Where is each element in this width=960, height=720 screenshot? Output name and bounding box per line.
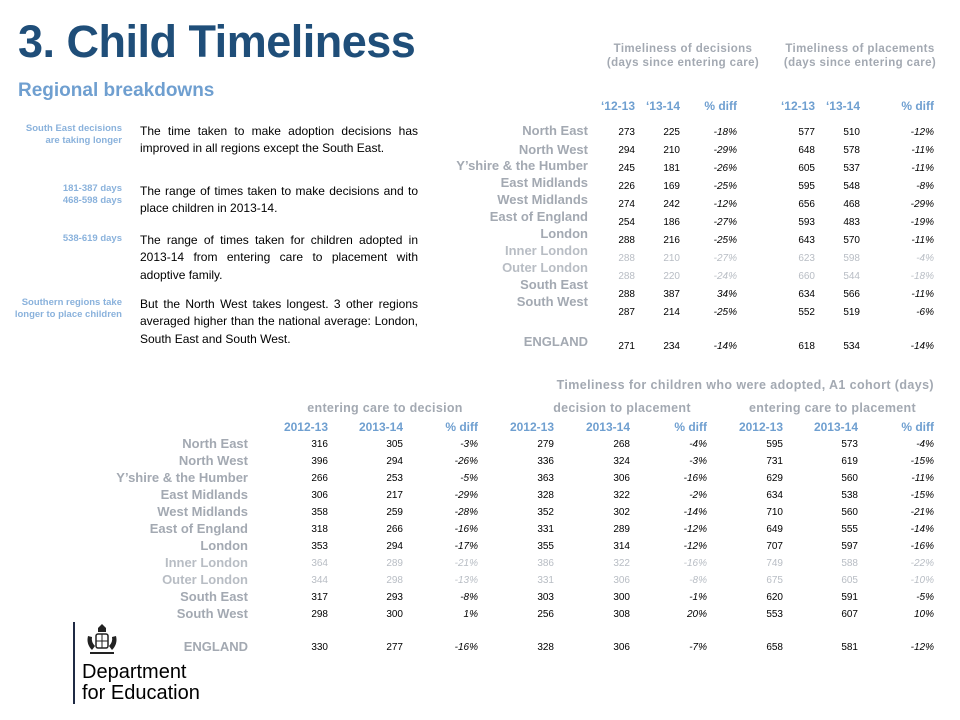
value-cell: 214 bbox=[663, 307, 680, 318]
value-cell: 186 bbox=[663, 217, 680, 228]
table-row bbox=[0, 454, 960, 470]
value-cell: 314 bbox=[613, 541, 630, 552]
value-cell: 468 bbox=[843, 199, 860, 210]
note-text: But the North West takes longest. 3 other regions averaged higher than the national average: London, South East and South West. bbox=[140, 297, 418, 346]
region-name: North East bbox=[182, 436, 248, 451]
pct-diff-cell: 20% bbox=[686, 609, 707, 620]
region-name: West Midlands bbox=[497, 192, 588, 207]
value-cell: 605 bbox=[841, 575, 858, 586]
pct-diff-cell: -15% bbox=[910, 490, 934, 501]
pct-diff-cell: -18% bbox=[910, 271, 934, 282]
lower-column-header: % diff bbox=[901, 420, 934, 434]
pct-diff-cell: -11% bbox=[911, 163, 934, 174]
value-cell: 216 bbox=[663, 235, 680, 246]
value-cell: 548 bbox=[843, 181, 860, 192]
table-row bbox=[0, 640, 960, 656]
pct-diff-cell: -19% bbox=[910, 217, 934, 228]
value-cell: 538 bbox=[841, 490, 858, 501]
value-cell: 591 bbox=[841, 592, 858, 603]
lower-group-header: decision to placement bbox=[553, 401, 691, 415]
value-cell: 210 bbox=[663, 145, 680, 156]
pct-diff-cell: -4% bbox=[916, 253, 934, 264]
value-cell: 302 bbox=[613, 507, 630, 518]
value-cell: 710 bbox=[766, 507, 783, 518]
pct-diff-cell: -3% bbox=[460, 439, 478, 450]
pct-diff-cell: 10% bbox=[913, 609, 934, 620]
value-cell: 510 bbox=[843, 127, 860, 138]
value-cell: 707 bbox=[766, 541, 783, 552]
pct-diff-cell: -15% bbox=[910, 456, 934, 467]
pct-diff-cell: -1% bbox=[689, 592, 707, 603]
upper-column-header: ‘12-13 bbox=[600, 99, 635, 113]
value-cell: 256 bbox=[537, 609, 554, 620]
value-cell: 629 bbox=[766, 473, 783, 484]
pct-diff-cell: 1% bbox=[463, 609, 478, 620]
lower-column-header: 2013-14 bbox=[813, 420, 858, 434]
value-cell: 544 bbox=[843, 271, 860, 282]
lower-column-header: 2012-13 bbox=[738, 420, 783, 434]
table-row bbox=[0, 471, 960, 487]
pct-diff-cell: 34% bbox=[716, 289, 737, 300]
pct-diff-cell: -11% bbox=[911, 235, 934, 246]
value-cell: 279 bbox=[537, 439, 554, 450]
pct-diff-cell: -4% bbox=[916, 439, 934, 450]
region-name: East of England bbox=[489, 209, 588, 224]
side-note: 181-387 days 468-598 days bbox=[62, 183, 122, 207]
region-name: Outer London bbox=[162, 572, 248, 587]
value-cell: 519 bbox=[843, 307, 860, 318]
lower-column-header: 2013-14 bbox=[585, 420, 630, 434]
value-cell: 555 bbox=[841, 524, 858, 535]
upper-column-header: ‘12-13 bbox=[780, 99, 815, 113]
table-row bbox=[0, 590, 960, 606]
pct-diff-cell: -29% bbox=[713, 145, 737, 156]
value-cell: 593 bbox=[798, 217, 815, 228]
table-row bbox=[0, 607, 960, 623]
value-cell: 245 bbox=[618, 163, 635, 174]
value-cell: 288 bbox=[618, 289, 635, 300]
value-cell: 598 bbox=[843, 253, 860, 264]
value-cell: 287 bbox=[618, 307, 635, 318]
region-name: East of England bbox=[149, 521, 248, 536]
pct-diff-cell: -14% bbox=[713, 341, 737, 352]
pct-diff-cell: -28% bbox=[454, 507, 478, 518]
pct-diff-cell: -16% bbox=[454, 642, 478, 653]
value-cell: 553 bbox=[766, 609, 783, 620]
pct-diff-cell: -27% bbox=[713, 217, 737, 228]
lower-group-header: entering care to placement bbox=[749, 401, 916, 415]
value-cell: 316 bbox=[311, 439, 328, 450]
value-cell: 225 bbox=[663, 127, 680, 138]
region-name: North West bbox=[518, 142, 588, 157]
value-cell: 308 bbox=[613, 609, 630, 620]
value-cell: 331 bbox=[537, 524, 554, 535]
table-row bbox=[0, 539, 960, 555]
logo-line-1: Department bbox=[82, 661, 187, 683]
value-cell: 634 bbox=[766, 490, 783, 501]
pct-diff-cell: -8% bbox=[460, 592, 478, 603]
pct-diff-cell: -12% bbox=[713, 199, 737, 210]
value-cell: 293 bbox=[386, 592, 403, 603]
value-cell: 364 bbox=[311, 558, 328, 569]
logo-divider bbox=[73, 622, 75, 704]
pct-diff-cell: -17% bbox=[454, 541, 478, 552]
value-cell: 317 bbox=[311, 592, 328, 603]
value-cell: 234 bbox=[663, 341, 680, 352]
value-cell: 300 bbox=[386, 609, 403, 620]
pct-diff-cell: -11% bbox=[911, 473, 934, 484]
pct-diff-cell: -26% bbox=[713, 163, 737, 174]
value-cell: 288 bbox=[618, 253, 635, 264]
region-name: West Midlands bbox=[157, 504, 248, 519]
pct-diff-cell: -16% bbox=[683, 558, 707, 569]
value-cell: 643 bbox=[798, 235, 815, 246]
value-cell: 294 bbox=[386, 456, 403, 467]
pct-diff-cell: -26% bbox=[454, 456, 478, 467]
pct-diff-cell: -14% bbox=[910, 524, 934, 535]
value-cell: 328 bbox=[537, 490, 554, 501]
value-cell: 306 bbox=[613, 642, 630, 653]
pct-diff-cell: -3% bbox=[689, 456, 707, 467]
region-name: East Midlands bbox=[160, 487, 248, 502]
value-cell: 322 bbox=[613, 558, 630, 569]
value-cell: 634 bbox=[798, 289, 815, 300]
value-cell: 675 bbox=[766, 575, 783, 586]
value-cell: 363 bbox=[537, 473, 554, 484]
region-name: Y’shire & the Humber bbox=[116, 470, 248, 485]
pct-diff-cell: -12% bbox=[683, 524, 707, 535]
value-cell: 288 bbox=[618, 235, 635, 246]
value-cell: 353 bbox=[311, 541, 328, 552]
value-cell: 618 bbox=[798, 341, 815, 352]
value-cell: 318 bbox=[311, 524, 328, 535]
pct-diff-cell: -13% bbox=[454, 575, 478, 586]
value-cell: 271 bbox=[618, 341, 635, 352]
value-cell: 560 bbox=[841, 507, 858, 518]
pct-diff-cell: -25% bbox=[713, 235, 737, 246]
value-cell: 322 bbox=[613, 490, 630, 501]
value-cell: 288 bbox=[618, 271, 635, 282]
pct-diff-cell: -6% bbox=[916, 307, 934, 318]
region-name: ENGLAND bbox=[183, 639, 248, 654]
pct-diff-cell: -14% bbox=[683, 507, 707, 518]
page-subtitle: Regional breakdowns bbox=[18, 80, 215, 101]
value-cell: 273 bbox=[618, 127, 635, 138]
pct-diff-cell: -12% bbox=[910, 642, 934, 653]
region-name: South West bbox=[516, 294, 588, 309]
region-name: South East bbox=[520, 277, 588, 292]
value-cell: 298 bbox=[311, 609, 328, 620]
region-name: Inner London bbox=[164, 555, 248, 570]
pct-diff-cell: -25% bbox=[713, 307, 737, 318]
value-cell: 386 bbox=[537, 558, 554, 569]
value-cell: 358 bbox=[311, 507, 328, 518]
region-name: London bbox=[540, 226, 588, 241]
value-cell: 336 bbox=[537, 456, 554, 467]
region-name: East Midlands bbox=[500, 175, 588, 190]
side-note: Southern regions take longer to place children bbox=[14, 297, 122, 321]
table-row bbox=[0, 556, 960, 572]
pct-diff-cell: -16% bbox=[454, 524, 478, 535]
region-name: North West bbox=[178, 453, 248, 468]
pct-diff-cell: -29% bbox=[454, 490, 478, 501]
lower-column-header: 2013-14 bbox=[358, 420, 403, 434]
upper-group-header: Timeliness of placements (days since entering care) bbox=[783, 43, 937, 70]
note-text: The range of times taken for children adopted in 2013-14 from entering care to placement with adoptive family. bbox=[140, 233, 418, 282]
lower-table-title: Timeliness for children who were adopted, A1 cohort (days) bbox=[556, 378, 934, 392]
value-cell: 581 bbox=[841, 642, 858, 653]
table-row bbox=[0, 522, 960, 538]
pct-diff-cell: -16% bbox=[683, 473, 707, 484]
value-cell: 534 bbox=[843, 341, 860, 352]
value-cell: 620 bbox=[766, 592, 783, 603]
upper-column-header: ‘13-14 bbox=[825, 99, 860, 113]
value-cell: 605 bbox=[798, 163, 815, 174]
value-cell: 649 bbox=[766, 524, 783, 535]
table-row bbox=[0, 573, 960, 589]
region-name: North East bbox=[522, 123, 588, 138]
region-name: South East bbox=[180, 589, 248, 604]
pct-diff-cell: -4% bbox=[689, 439, 707, 450]
table-row bbox=[0, 124, 960, 140]
value-cell: 274 bbox=[618, 199, 635, 210]
value-cell: 289 bbox=[613, 524, 630, 535]
value-cell: 277 bbox=[386, 642, 403, 653]
pct-diff-cell: -25% bbox=[713, 181, 737, 192]
value-cell: 656 bbox=[798, 199, 815, 210]
pct-diff-cell: -14% bbox=[910, 341, 934, 352]
value-cell: 181 bbox=[663, 163, 680, 174]
value-cell: 306 bbox=[613, 575, 630, 586]
table-row bbox=[0, 488, 960, 504]
value-cell: 220 bbox=[663, 271, 680, 282]
value-cell: 289 bbox=[386, 558, 403, 569]
value-cell: 305 bbox=[386, 439, 403, 450]
upper-column-header: % diff bbox=[901, 99, 934, 113]
value-cell: 352 bbox=[537, 507, 554, 518]
upper-column-header: % diff bbox=[704, 99, 737, 113]
value-cell: 578 bbox=[843, 145, 860, 156]
pct-diff-cell: -18% bbox=[713, 127, 737, 138]
value-cell: 597 bbox=[841, 541, 858, 552]
upper-group-header: Timeliness of decisions (days since entering care) bbox=[606, 43, 760, 70]
pct-diff-cell: -22% bbox=[910, 558, 934, 569]
page-title: 3. Child Timeliness bbox=[18, 16, 416, 67]
value-cell: 595 bbox=[766, 439, 783, 450]
table-row bbox=[0, 160, 960, 176]
value-cell: 566 bbox=[843, 289, 860, 300]
value-cell: 537 bbox=[843, 163, 860, 174]
note-text: The time taken to make adoption decisions has improved in all regions except the South East. bbox=[140, 124, 418, 156]
value-cell: 658 bbox=[766, 642, 783, 653]
pct-diff-cell: -12% bbox=[683, 541, 707, 552]
region-name: ENGLAND bbox=[523, 334, 588, 349]
value-cell: 344 bbox=[311, 575, 328, 586]
side-note: South East decisions are taking longer bbox=[25, 123, 122, 147]
value-cell: 328 bbox=[537, 642, 554, 653]
pct-diff-cell: -12% bbox=[910, 127, 934, 138]
region-name: Outer London bbox=[502, 260, 588, 275]
pct-diff-cell: -7% bbox=[689, 642, 707, 653]
value-cell: 648 bbox=[798, 145, 815, 156]
pct-diff-cell: -27% bbox=[713, 253, 737, 264]
value-cell: 577 bbox=[798, 127, 815, 138]
lower-column-header: 2012-13 bbox=[283, 420, 328, 434]
value-cell: 210 bbox=[663, 253, 680, 264]
pct-diff-cell: -2% bbox=[689, 490, 707, 501]
table-row bbox=[0, 334, 960, 354]
value-cell: 552 bbox=[798, 307, 815, 318]
value-cell: 259 bbox=[386, 507, 403, 518]
department-logo-text bbox=[82, 662, 200, 704]
value-cell: 331 bbox=[537, 575, 554, 586]
value-cell: 483 bbox=[843, 217, 860, 228]
value-cell: 169 bbox=[663, 181, 680, 192]
value-cell: 595 bbox=[798, 181, 815, 192]
value-cell: 294 bbox=[386, 541, 403, 552]
value-cell: 303 bbox=[537, 592, 554, 603]
royal-crest-icon bbox=[82, 622, 122, 658]
side-note: 538-619 days bbox=[62, 233, 122, 244]
lower-group-header: entering care to decision bbox=[307, 401, 463, 415]
pct-diff-cell: -8% bbox=[916, 181, 934, 192]
value-cell: 300 bbox=[613, 592, 630, 603]
value-cell: 266 bbox=[311, 473, 328, 484]
value-cell: 254 bbox=[618, 217, 635, 228]
value-cell: 619 bbox=[841, 456, 858, 467]
region-name: Inner London bbox=[504, 243, 588, 258]
pct-diff-cell: -5% bbox=[916, 592, 934, 603]
value-cell: 588 bbox=[841, 558, 858, 569]
value-cell: 660 bbox=[798, 271, 815, 282]
lower-column-header: % diff bbox=[674, 420, 707, 434]
value-cell: 294 bbox=[618, 145, 635, 156]
region-name: Y’shire & the Humber bbox=[456, 158, 588, 173]
pct-diff-cell: -21% bbox=[910, 507, 934, 518]
table-row bbox=[0, 505, 960, 521]
region-name: South West bbox=[176, 606, 248, 621]
pct-diff-cell: -11% bbox=[911, 289, 934, 300]
table-row bbox=[0, 142, 960, 158]
value-cell: 560 bbox=[841, 473, 858, 484]
pct-diff-cell: -5% bbox=[460, 473, 478, 484]
pct-diff-cell: -10% bbox=[910, 575, 934, 586]
value-cell: 607 bbox=[841, 609, 858, 620]
value-cell: 731 bbox=[766, 456, 783, 467]
lower-column-header: % diff bbox=[445, 420, 478, 434]
pct-diff-cell: -11% bbox=[911, 145, 934, 156]
logo-line-2: for Education bbox=[82, 682, 200, 704]
pct-diff-cell: -24% bbox=[713, 271, 737, 282]
value-cell: 324 bbox=[613, 456, 630, 467]
value-cell: 242 bbox=[663, 199, 680, 210]
pct-diff-cell: -8% bbox=[689, 575, 707, 586]
value-cell: 623 bbox=[798, 253, 815, 264]
lower-column-header: 2012-13 bbox=[509, 420, 554, 434]
value-cell: 330 bbox=[311, 642, 328, 653]
table-row bbox=[0, 437, 960, 453]
value-cell: 573 bbox=[841, 439, 858, 450]
value-cell: 387 bbox=[663, 289, 680, 300]
upper-column-header: ‘13-14 bbox=[645, 99, 680, 113]
value-cell: 306 bbox=[613, 473, 630, 484]
value-cell: 570 bbox=[843, 235, 860, 246]
pct-diff-cell: -16% bbox=[910, 541, 934, 552]
note-text: The range of times taken to make decisions and to place children in 2013-14. bbox=[140, 184, 418, 216]
value-cell: 266 bbox=[386, 524, 403, 535]
value-cell: 396 bbox=[311, 456, 328, 467]
value-cell: 749 bbox=[766, 558, 783, 569]
value-cell: 306 bbox=[311, 490, 328, 501]
region-name: London bbox=[200, 538, 248, 553]
value-cell: 253 bbox=[386, 473, 403, 484]
value-cell: 355 bbox=[537, 541, 554, 552]
value-cell: 226 bbox=[618, 181, 635, 192]
value-cell: 298 bbox=[386, 575, 403, 586]
pct-diff-cell: -29% bbox=[910, 199, 934, 210]
pct-diff-cell: -21% bbox=[454, 558, 478, 569]
value-cell: 268 bbox=[613, 439, 630, 450]
value-cell: 217 bbox=[386, 490, 403, 501]
